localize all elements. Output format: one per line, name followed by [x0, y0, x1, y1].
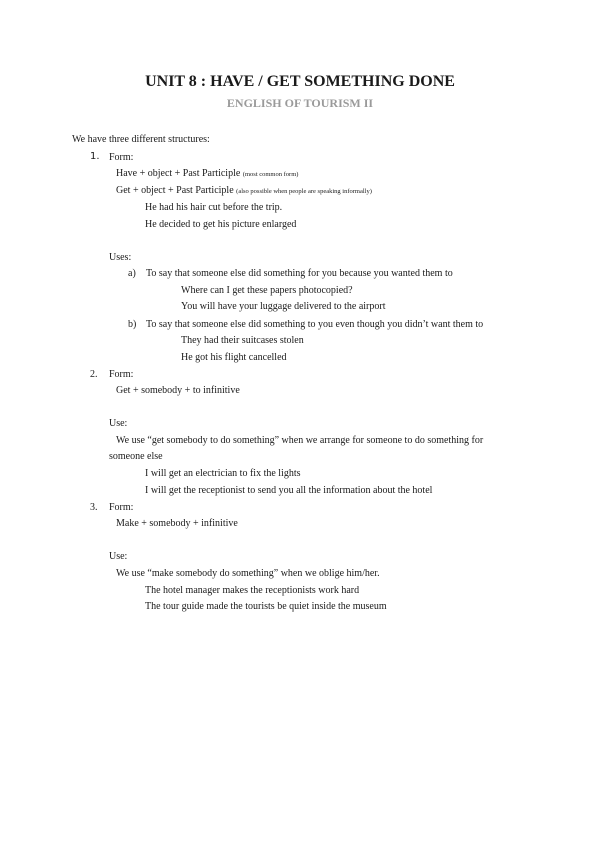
section-3-number: 3.: [90, 502, 98, 513]
use-a-marker: a): [128, 268, 136, 279]
section-1-uses-label: Uses:: [109, 252, 132, 263]
form-line-1-text: Have + object + Past Participle: [116, 168, 241, 179]
section-3-form-label: Form:: [109, 502, 134, 513]
section-2-number: 2.: [90, 369, 98, 380]
section-3-example-1: The hotel manager makes the receptionists work hard: [145, 585, 360, 596]
section-1-number: 1.: [90, 151, 100, 162]
section-3-use-text: We use “make somebody do something” when we oblige him/her.: [116, 568, 380, 579]
section-2-form-line: Get + somebody + to infinitive: [116, 385, 240, 396]
section-1-example-1: He had his hair cut before the trip.: [145, 202, 283, 213]
use-a-example-1: Where can I get these papers photocopied?: [181, 285, 353, 296]
use-b-example-2: He got his flight cancelled: [181, 352, 287, 363]
use-a-example-2: You will have your luggage delivered to the airport: [181, 301, 386, 312]
section-3-use-label: Use:: [109, 551, 128, 562]
form-line-2-note: (also possible when people are speaking informally): [236, 188, 372, 195]
page-subtitle: ENGLISH OF TOURISM II: [226, 96, 374, 110]
section-2-example-1: I will get an electrician to fix the lights: [145, 468, 301, 479]
section-1-form-label: Form:: [109, 152, 134, 163]
section-1-form-line-1: [116, 168, 298, 181]
section-2-use-text-2: someone else: [109, 451, 163, 462]
section-2-use-text-1: We use “get somebody to do something” when we arrange for someone to do something for: [116, 435, 484, 446]
use-b-example-1: They had their suitcases stolen: [181, 335, 304, 346]
form-line-2-text: Get + object + Past Participle: [116, 185, 234, 196]
section-1-example-2: He decided to get his picture enlarged: [145, 219, 297, 230]
section-2-use-label: Use:: [109, 418, 128, 429]
section-2-example-2: I will get the receptionist to send you all the information about the hotel: [145, 485, 433, 496]
use-a-text: To say that someone else did something for you because you wanted them to: [146, 268, 453, 279]
section-3-form-line: Make + somebody + infinitive: [116, 518, 238, 529]
section-1-form-line-2: [116, 185, 372, 198]
section-2-form-label: Form:: [109, 369, 134, 380]
use-b-marker: b): [128, 319, 137, 330]
intro-text: We have three different structures:: [72, 134, 210, 145]
form-line-1-note: (most common form): [242, 171, 299, 178]
section-3-example-2: The tour guide made the tourists be quiet inside the museum: [145, 601, 387, 612]
use-b-text: To say that someone else did something to you even though you didn’t want them to: [146, 319, 484, 330]
page-title: UNIT 8 : HAVE / GET SOMETHING DONE: [145, 73, 455, 90]
